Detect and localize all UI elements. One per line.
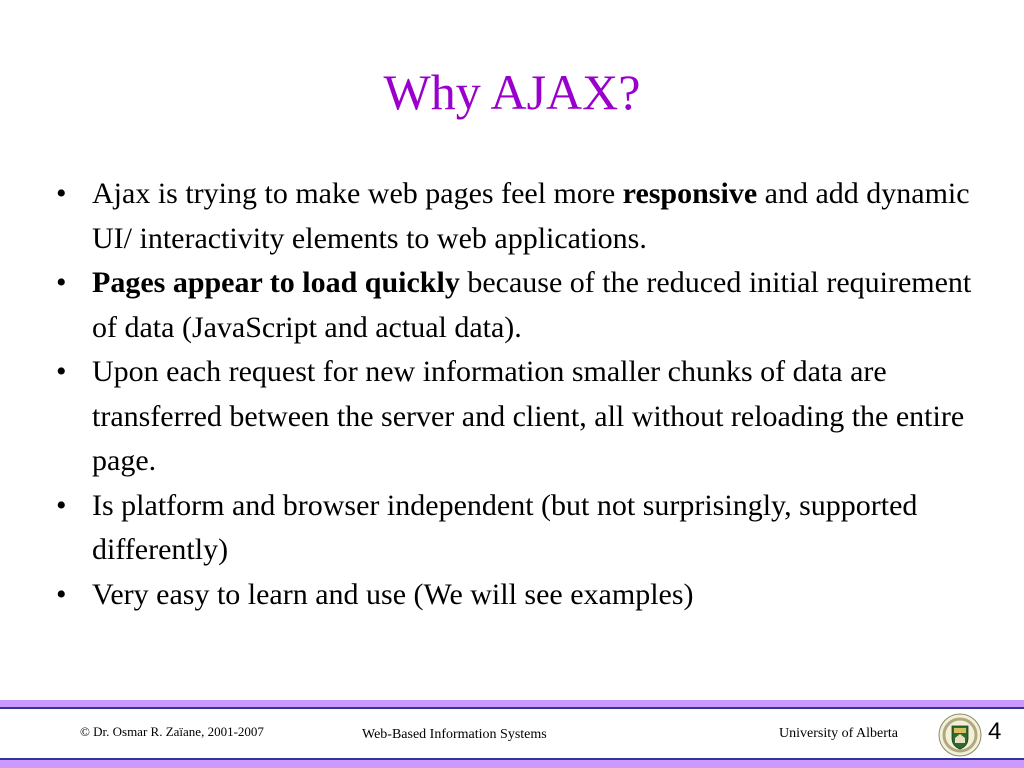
bullet-mark: • — [56, 488, 67, 522]
bullet-text: Ajax is trying to make web pages feel more — [92, 177, 623, 210]
slide-title: Why AJAX? — [383, 64, 641, 120]
bullet-mark: • — [56, 577, 67, 611]
bullet-mark: • — [56, 355, 67, 388]
bullet-item — [56, 484, 976, 573]
bullet-text: because of the reduced initial requirement of data (JavaScript and actual data). — [92, 266, 972, 344]
bullet-mark: • — [56, 266, 67, 299]
bullet-mark: • — [56, 177, 67, 210]
bullet-text: Very easy to learn and use (We will see examples) — [92, 577, 694, 611]
bullet-list — [56, 172, 976, 617]
bullet-item — [56, 573, 976, 618]
bullet-item — [56, 172, 976, 261]
bullet-emphasis: responsive — [622, 177, 758, 210]
page-number: 4 — [988, 718, 1002, 745]
footer-copyright: © Dr. Osmar R. Zaïane, 2001-2007 — [80, 724, 264, 739]
bullet-text: Upon each request for new information smaller chunks of data are transferred between the server and client, all without reloading the entire page. — [92, 355, 965, 477]
bullet-text: and add dynamic UI/ interactivity elements to web applications. — [92, 177, 970, 255]
bullet-item — [56, 261, 976, 350]
bullet-text: Is platform and browser independent (but not surprisingly, supported differently) — [92, 488, 918, 566]
bullet-item — [56, 350, 976, 484]
bullet-emphasis: Pages appear to load quickly — [92, 266, 460, 299]
university-crest-icon — [938, 712, 982, 758]
footer-course-title: Web-Based Information Systems — [362, 727, 547, 742]
footer-university: University of Alberta — [779, 726, 898, 741]
